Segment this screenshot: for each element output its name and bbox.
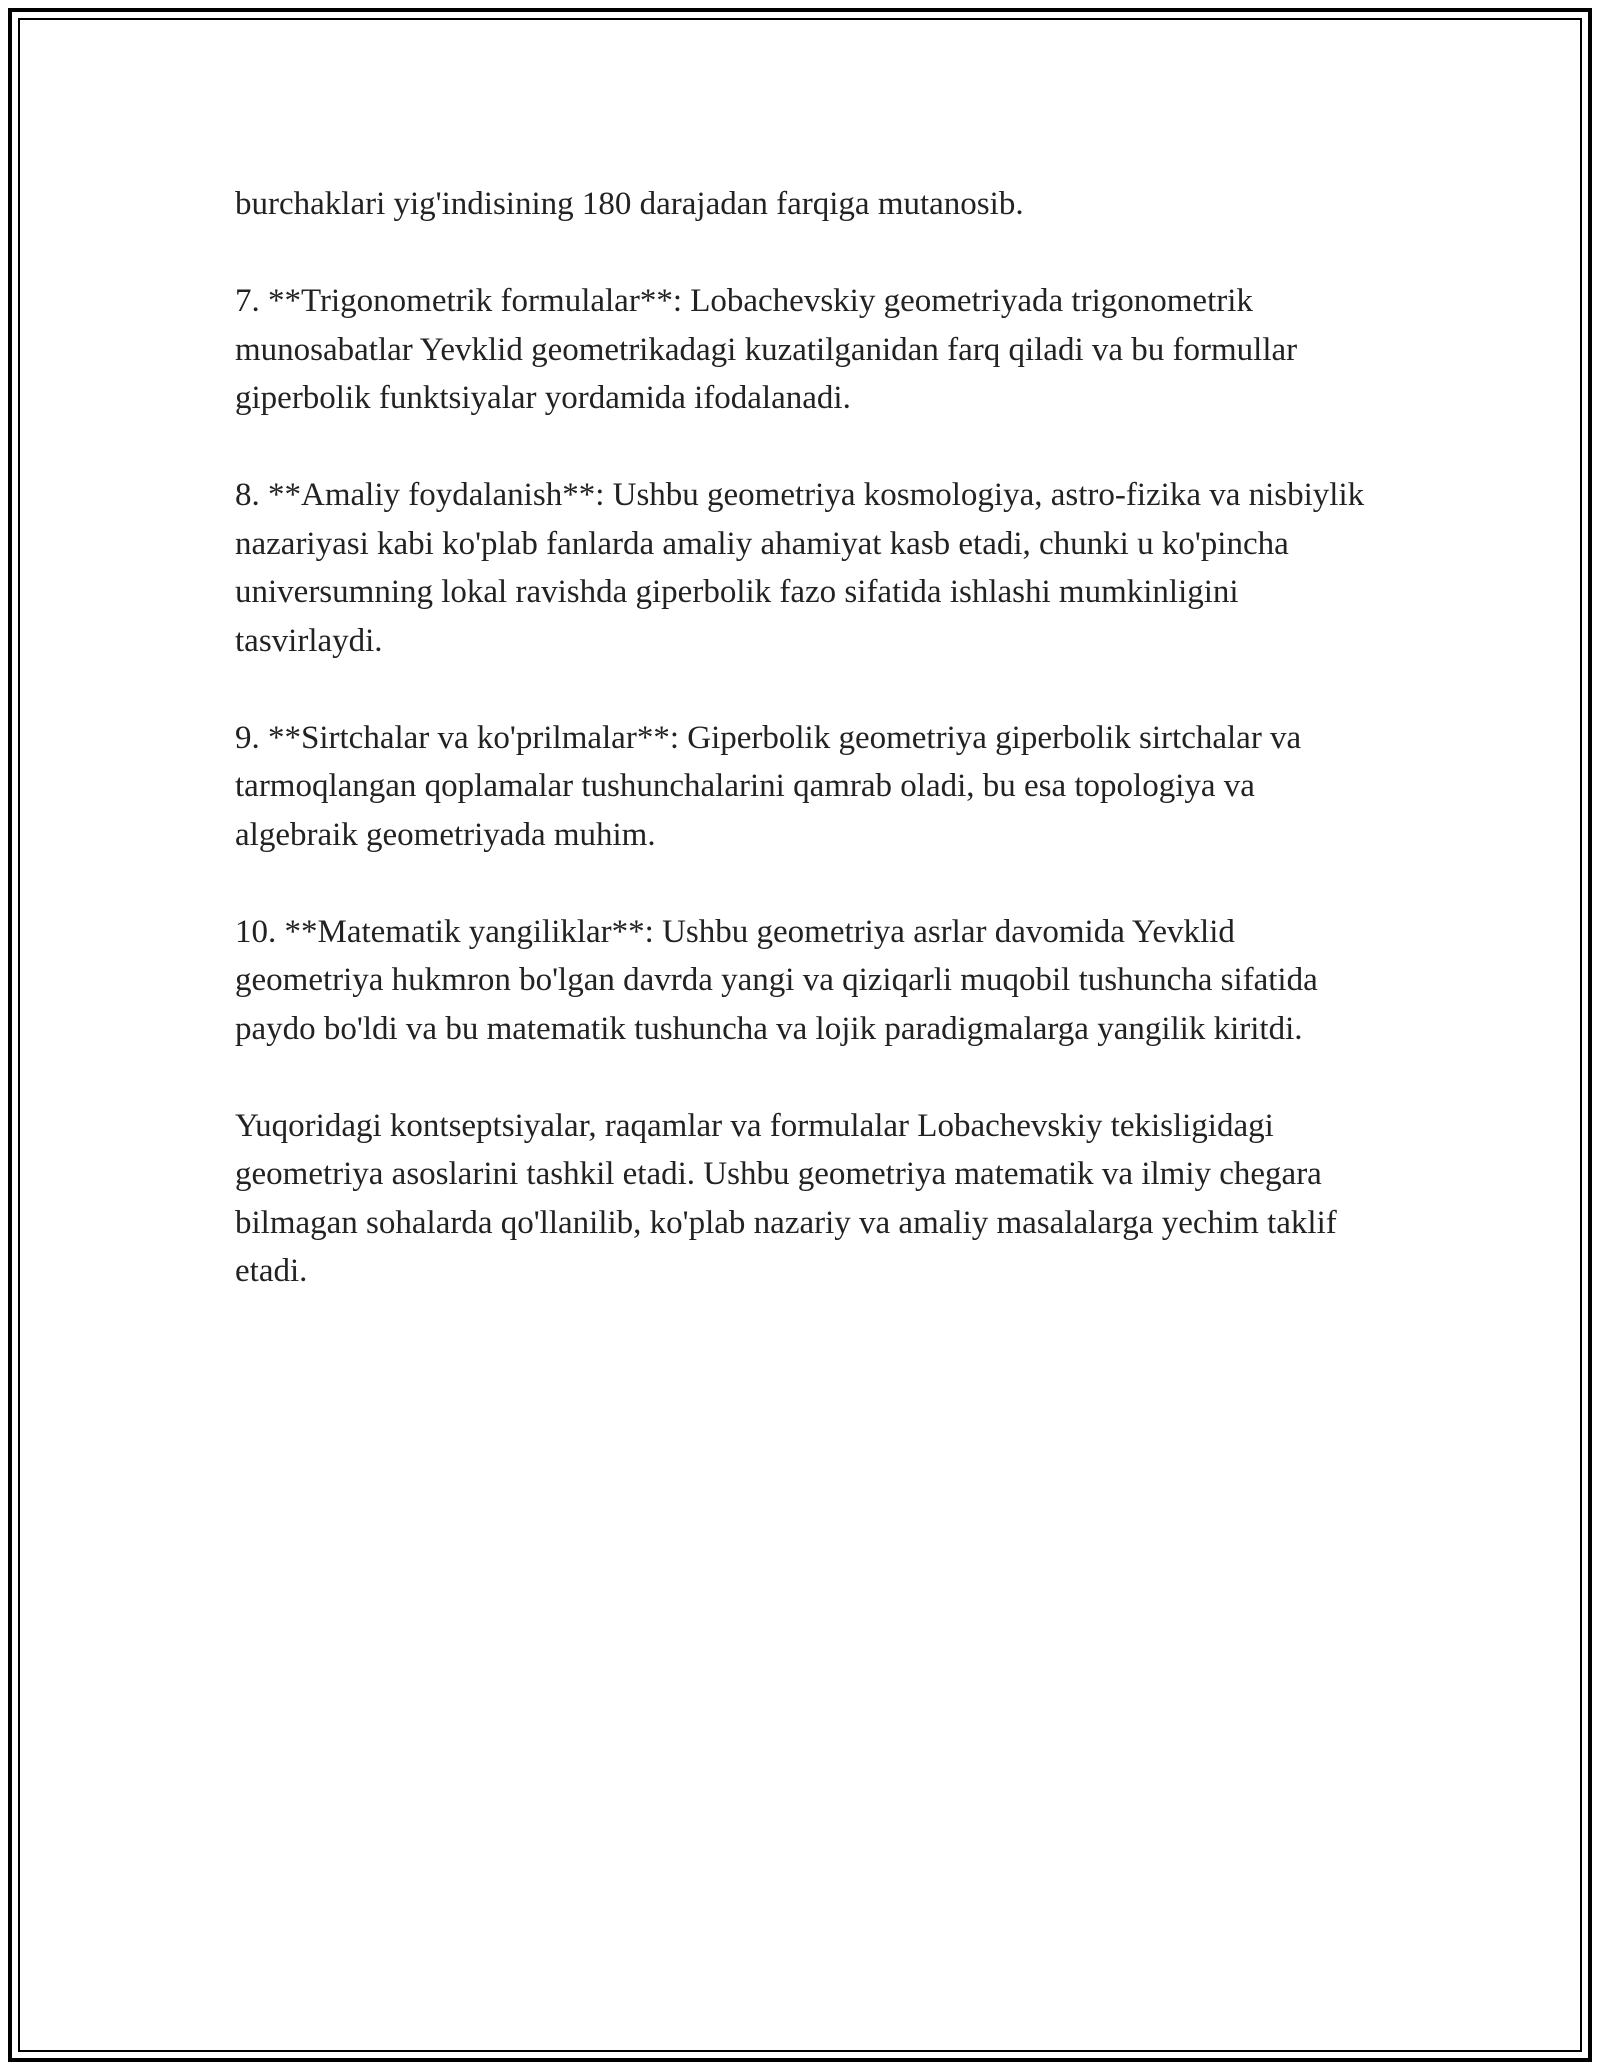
paragraph-item-9: 9. **Sirtchalar va ko'prilmalar**: Giperbolik geometriya giperbolik sirtchalar va tarmoqlangan qoplamalar tushunchalarini qamrab oladi, bu esa topologiya va algebraik geometriyada muhim. bbox=[235, 719, 1302, 853]
document-body bbox=[235, 180, 1375, 1344]
paragraph-item-7: 7. **Trigonometrik formulalar**: Lobachevskiy geometriyada trigonometrik munosabatlar Yevklid geometrikadagi kuzatilganidan farq qiladi va bu formullar giperbolik funktsiyalar yordamida ifodalanadi. bbox=[235, 283, 1298, 416]
paragraph-item-8: 8. **Amaliy foydalanish**: Ushbu geometriya kosmologiya, astro-fizika va nisbiylik nazariyasi kabi ko'plab fanlarda amaliy ahamiyat kasb etadi, chunki u ko'pincha universumning lokal ravishda giperbolik fazo sifatida ishlashi mumkinligini tasvirlaydi. bbox=[235, 477, 1365, 659]
paragraph-item-10: 10. **Matematik yangiliklar**: Ushbu geometriya asrlar davomida Yevklid geometriya hukmron bo'lgan davrda yangi va qiziqarli muqobil tushuncha sifatida paydo bo'ldi va bu matematik tushuncha va lojik paradigmalarga yangilik kiritdi. bbox=[235, 913, 1318, 1047]
paragraph-continuation: burchaklari yig'indisining 180 darajadan farqiga mutanosib. bbox=[235, 186, 1024, 222]
paragraph-conclusion: Yuqoridagi kontseptsiyalar, raqamlar va formulalar Lobachevskiy tekisligidagi geometriya asoslarini tashkil etadi. Ushbu geometriya matematik va ilmiy chegara bilmagan sohalarda qo'llanilib, ko'plab nazariy va amaliy masalalarga yechim taklif etadi. bbox=[235, 1107, 1337, 1289]
